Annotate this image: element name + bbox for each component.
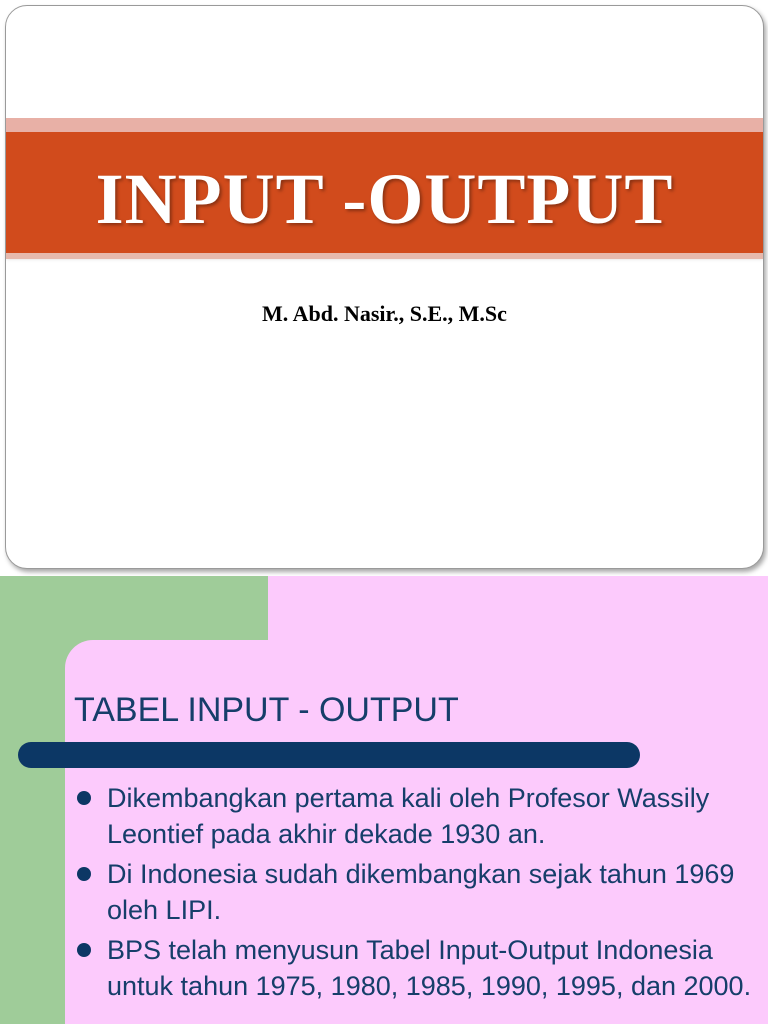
title-band-bottom	[6, 253, 763, 259]
author-name: M. Abd. Nasir., S.E., M.Sc	[262, 301, 507, 326]
bullet-list	[74, 780, 754, 1008]
section-title: TABEL INPUT - OUTPUT	[74, 691, 459, 729]
bullet-text: Dikembangkan pertama kali oleh Profesor Wassily Leontief pada akhir dekade 1930 an.	[107, 783, 710, 849]
bullet-text: Di Indonesia sudah dikembangkan sejak tahun 1969 oleh LIPI.	[107, 859, 735, 925]
bullet-text: BPS telah menyusun Tabel Input-Output Indonesia untuk tahun 1975, 1980, 1985, 1990, 1995, dan 2000.	[107, 935, 752, 1001]
bullet-dot-icon	[77, 943, 91, 957]
list-item	[74, 856, 754, 928]
list-item	[74, 780, 754, 852]
slide-title: INPUT -OUTPUT	[95, 159, 674, 239]
title-divider-bar	[18, 742, 640, 768]
bullet-dot-icon	[77, 867, 91, 881]
title-slide	[5, 5, 764, 569]
bullet-dot-icon	[77, 791, 91, 805]
list-item	[74, 932, 754, 1004]
